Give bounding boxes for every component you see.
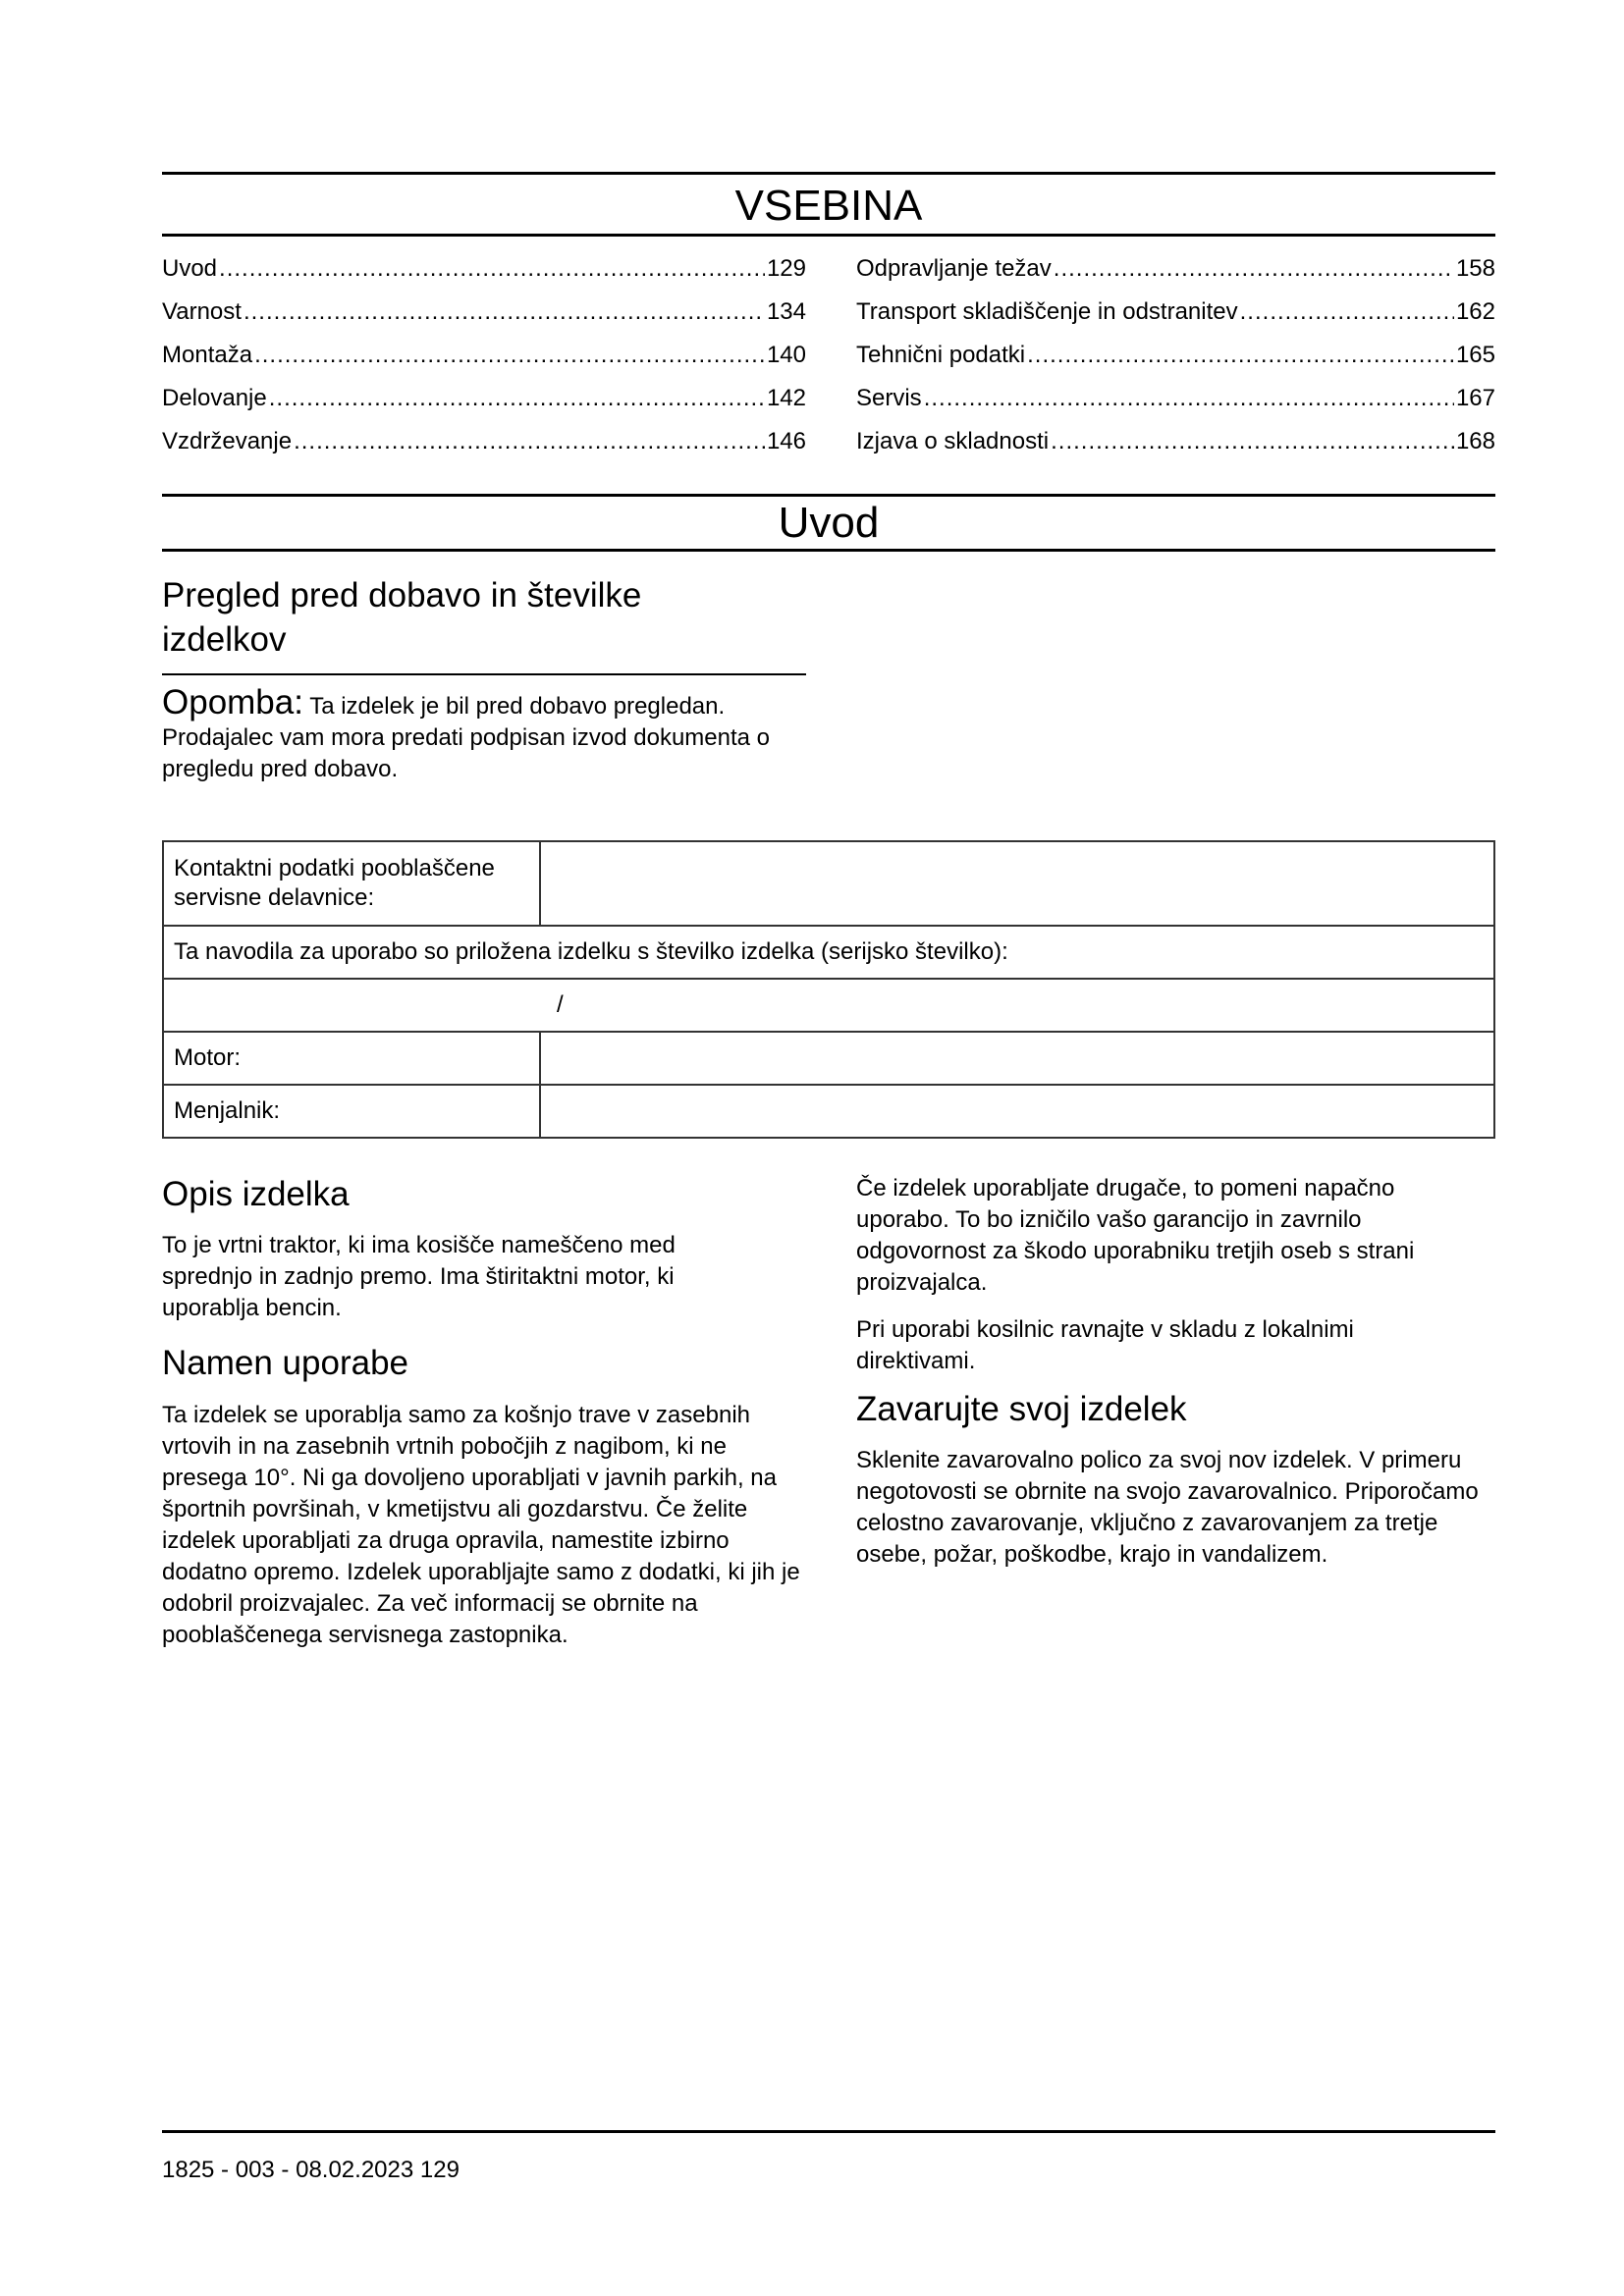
misuse-text: Če izdelek uporabljate drugače, to pomeni napačno uporabo. To bo izničilo vašo garancijo in zavrnilo odgovornost za škodo uporabniku tretjih oseb s strani proizvajalca. xyxy=(856,1175,1415,1296)
predelivery-rule xyxy=(162,673,806,675)
predelivery-heading: Pregled pred dobavo in številke izdelkov xyxy=(162,576,642,659)
toc-entry[interactable]: Tehnični podatki ..... 165 xyxy=(856,334,1495,377)
insurance-text: Sklenite zavarovalno polico za svoj nov izdelek. V primeru negotovosti se obrnite na svojo zavarovalnico. Priporočamo celostno zavarovanje, vključno z zavarovanjem za tretje osebe, požar, poškodbe, krajo in vandalizem. xyxy=(856,1447,1479,1568)
toc-entry[interactable]: Transport skladiščenje in odstranitev ..... 162 xyxy=(856,291,1495,334)
serial-separator: / xyxy=(557,991,564,1018)
toc-right-column xyxy=(856,247,1495,463)
motor-label: Motor: xyxy=(163,1032,540,1085)
contact-field[interactable] xyxy=(540,841,1494,926)
intended-use-text: Ta izdelek se uporablja samo za košnjo trave v zasebnih vrtovih in na zasebnih vrtnih pobočjih z nagibom, ki ne presega 10°. Ni ga dovoljeno uporabljati v javnih parkih, na športnih površinah, v kmetijstvu ali gozdarstvu. Če želite izdelek uporabljati za druga opravila, namestite izbirno dodatno opremo. Izdelek uporabljajte samo z dodatki, ki jih je odobril proizvajalec. Za več informacij se obrnite na pooblaščenega servisnega zastopnika. xyxy=(162,1402,800,1648)
toc-title-rule xyxy=(162,234,1495,237)
note-label: Opomba: xyxy=(162,683,303,721)
insurance-heading: Zavarujte svoj izdelek xyxy=(856,1390,1187,1428)
description-text: To je vrtni traktor, ki ima kosišče nameščeno med sprednjo in zadnjo premo. Ima štiritaktni motor, ki uporablja bencin. xyxy=(162,1232,676,1321)
predelivery-note xyxy=(162,683,806,785)
toc-left-column xyxy=(162,247,806,463)
uvod-top-rule xyxy=(162,494,1495,497)
toc-entry[interactable]: Delovanje ..... 142 xyxy=(162,377,806,420)
toc-entry[interactable]: Izjava o skladnosti ..... 168 xyxy=(856,420,1495,463)
gearbox-label: Menjalnik: xyxy=(163,1085,540,1138)
uvod-title: Uvod xyxy=(778,499,880,547)
manual-serial-label: Ta navodila za uporabo so priložena izdelku s številko izdelka (serijsko številko): xyxy=(163,926,1494,979)
gearbox-field[interactable] xyxy=(540,1085,1494,1138)
toc-title: VSEBINA xyxy=(734,182,923,230)
footer-rule xyxy=(162,2130,1495,2133)
uvod-title-rule xyxy=(162,549,1495,552)
local-directives-text: Pri uporabi kosilnic ravnajte v skladu z lokalnimi direktivami. xyxy=(856,1316,1354,1374)
toc-entry[interactable]: Montaža ..... 140 xyxy=(162,334,806,377)
toc-entry[interactable]: Uvod ..... 129 xyxy=(162,247,806,291)
toc-entry[interactable]: Vzdrževanje ..... 146 xyxy=(162,420,806,463)
note-text: Ta izdelek je bil pred dobavo pregledan. Prodajalec vam mora predati podpisan izvod dokumenta o pregledu pred dobavo. xyxy=(162,693,771,782)
footer-text: 1825 - 003 - 08.02.2023 129 xyxy=(162,2157,460,2183)
description-heading: Opis izdelka xyxy=(162,1175,350,1213)
toc-entry[interactable]: Odpravljanje težav ..... 158 xyxy=(856,247,1495,291)
intended-use-heading: Namen uporabe xyxy=(162,1344,408,1382)
product-info-table xyxy=(162,840,1495,1139)
manual-page xyxy=(162,0,1495,2296)
serial-field[interactable] xyxy=(163,979,1494,1032)
contact-label: Kontaktni podatki pooblaščene servisne delavnice: xyxy=(163,841,540,926)
toc-entry[interactable]: Varnost ..... 134 xyxy=(162,291,806,334)
toc-entry[interactable]: Servis ..... 167 xyxy=(856,377,1495,420)
motor-field[interactable] xyxy=(540,1032,1494,1085)
toc-top-rule xyxy=(162,172,1495,175)
